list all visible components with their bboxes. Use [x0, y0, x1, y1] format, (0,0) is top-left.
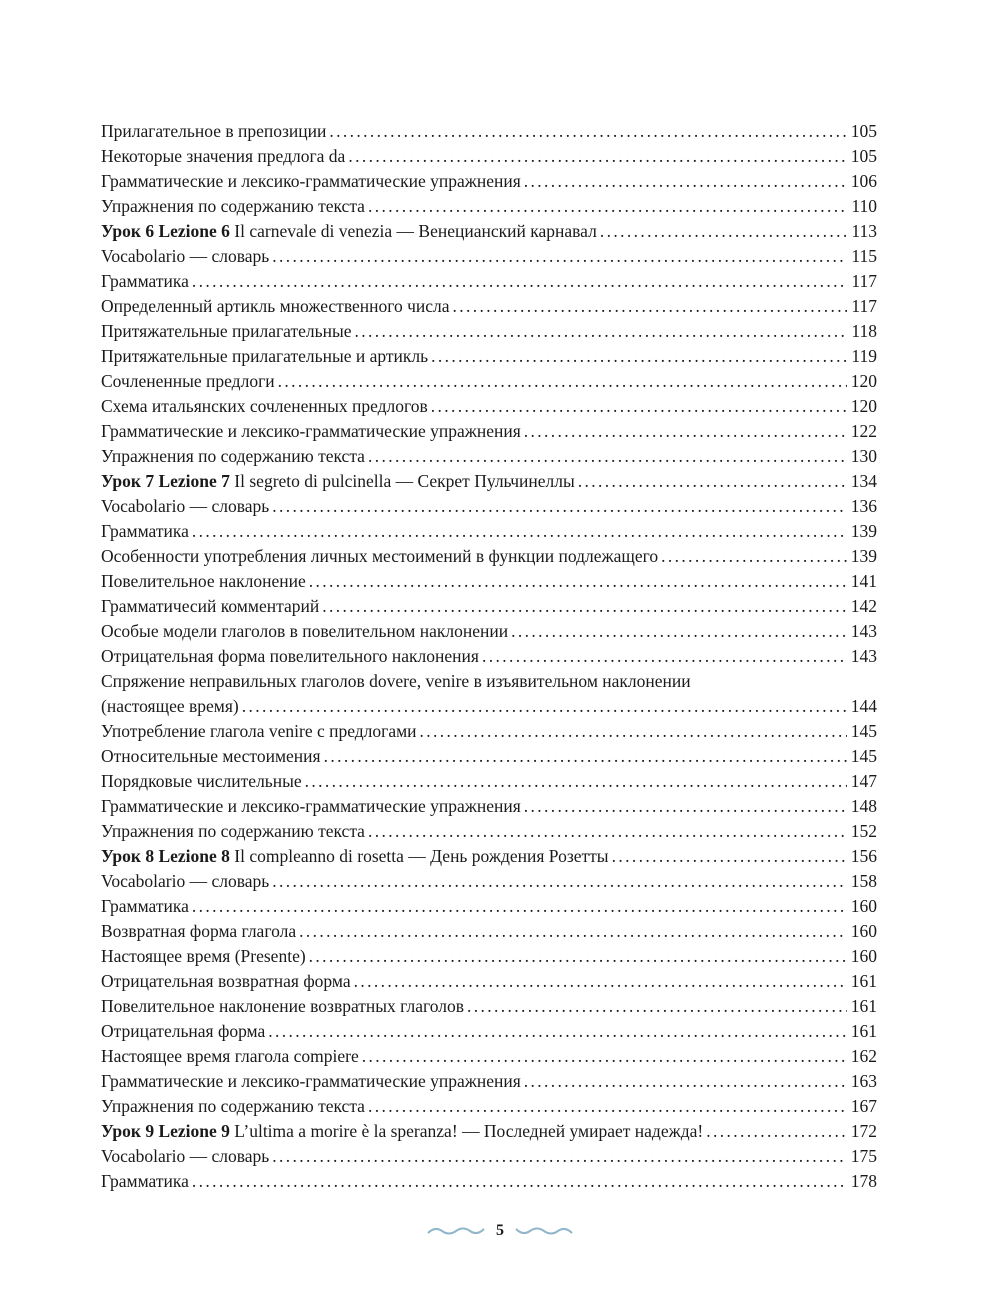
toc-entry-text: Особые модели глаголов в повелительном наклонении [101, 621, 509, 641]
toc-entry-title [101, 144, 345, 169]
toc-entry [101, 619, 877, 644]
toc-entry-page: 162 [850, 1046, 877, 1066]
toc-entry [101, 1169, 877, 1194]
toc-entry [101, 919, 877, 944]
toc-entry-page: 105 [850, 121, 877, 141]
toc-entry [101, 119, 877, 144]
toc-entry-page: 115 [851, 246, 877, 266]
dot-leader [431, 344, 847, 369]
toc-entry-page: 143 [850, 621, 877, 641]
toc-entry-text: Определенный артикль множественного числа [101, 296, 450, 316]
toc-entry [101, 844, 877, 869]
toc-entry [101, 794, 877, 819]
toc-entry [101, 994, 877, 1019]
toc-entry-title [101, 244, 269, 269]
dot-leader [524, 419, 847, 444]
toc-entry-text: Il compleanno di rosetta — День рождения Розетты [229, 846, 609, 866]
wave-ornament-right-icon [514, 1224, 574, 1238]
dot-leader [305, 769, 847, 794]
toc-entry-page: 156 [850, 846, 877, 866]
toc-entry-page: 117 [851, 271, 877, 291]
toc-entry-text: L’ultima a morire è la speranza! — Последней умирает надежда! [229, 1121, 704, 1141]
page-number: 5 [496, 1222, 504, 1239]
toc-entry [101, 219, 877, 244]
toc-entry-text: Употребление глагола venire с предлогами [101, 721, 417, 741]
toc-entry-text: Грамматические и лексико-грамматические упражнения [101, 421, 521, 441]
dot-leader [309, 944, 847, 969]
toc-entry [101, 869, 877, 894]
toc-entry-text: (настоящее время) [101, 696, 239, 716]
toc-entry-text: Настоящее время (Presente) [101, 946, 306, 966]
dot-leader [368, 194, 847, 219]
toc-entry-title [101, 469, 575, 494]
toc-entry-title [101, 519, 189, 544]
dot-leader [431, 394, 847, 419]
toc-entry-text: Сочлененные предлоги [101, 371, 275, 391]
toc-entry [101, 719, 877, 744]
toc-entry-page: 130 [850, 446, 877, 466]
toc-entry-page: 147 [850, 771, 877, 791]
dot-leader [192, 1169, 847, 1194]
toc-entry-page: 152 [850, 821, 877, 841]
toc-entry-page: 161 [850, 1021, 877, 1041]
toc-entry-text: Упражнения по содержанию текста [101, 821, 365, 841]
toc-entry [101, 494, 877, 519]
toc-entry-text: Прилагательное в препозиции [101, 121, 327, 141]
dot-leader [192, 269, 847, 294]
toc-entry-text: Особенности употребления личных местоимений в функции подлежащего [101, 546, 659, 566]
toc-entry-text: Vocabolario — словарь [101, 1146, 270, 1166]
toc-entry-title [101, 694, 239, 719]
dot-leader [524, 169, 847, 194]
toc-entry-page: 119 [851, 346, 877, 366]
toc-entry-text: Отрицательная форма [101, 1021, 266, 1041]
toc-entry-text: Упражнения по содержанию текста [101, 1096, 365, 1116]
toc-entry-text: Отрицательная форма повелительного наклонения [101, 646, 479, 666]
toc-entry-page: 148 [850, 796, 877, 816]
toc-entry-text: Грамматические и лексико-грамматические упражнения [101, 1071, 521, 1091]
toc-entry [101, 169, 877, 194]
lesson-number: Урок 9 Lezione 9 [101, 1121, 230, 1141]
toc-entry-page: 120 [850, 371, 877, 391]
toc-entry-title [101, 1144, 269, 1169]
toc-entry [101, 269, 877, 294]
toc-entry-title [101, 1119, 703, 1144]
toc-entry-title [101, 269, 189, 294]
dot-leader [661, 544, 847, 569]
toc-entry-page: 158 [850, 871, 877, 891]
toc-entry [101, 444, 877, 469]
toc-entry-page: 163 [850, 1071, 877, 1091]
dot-leader [348, 144, 846, 169]
toc-entry-page: 161 [850, 971, 877, 991]
dot-leader [706, 1119, 847, 1144]
toc-entry-title [101, 944, 306, 969]
dot-leader [192, 894, 847, 919]
toc-entry [101, 1069, 877, 1094]
toc-entry-text: Притяжательные прилагательные и артикль [101, 346, 429, 366]
toc-entry [101, 669, 877, 694]
toc-entry-text: Отрицательная возвратная форма [101, 971, 351, 991]
toc-entry-page: 120 [850, 396, 877, 416]
dot-leader [453, 294, 848, 319]
dot-leader [242, 694, 847, 719]
toc-entry [101, 1094, 877, 1119]
toc-entry-title [101, 994, 464, 1019]
toc-entry-title [101, 1019, 265, 1044]
dot-leader [272, 244, 847, 269]
toc-entry-text: Il carnevale di venezia — Венецианский карнавал [229, 221, 597, 241]
toc-entry-title [101, 419, 521, 444]
toc-entry-title [101, 719, 417, 744]
dot-leader [272, 1144, 846, 1169]
toc-entry [101, 244, 877, 269]
dot-leader [272, 869, 846, 894]
dot-leader [524, 1069, 847, 1094]
toc-entry-page: 122 [850, 421, 877, 441]
toc-entry [101, 544, 877, 569]
toc-entry-text: Vocabolario — словарь [101, 871, 270, 891]
toc-entry-title [101, 919, 296, 944]
toc-entry-page: 143 [850, 646, 877, 666]
toc-entry [101, 569, 877, 594]
toc-entry-title [101, 394, 428, 419]
dot-leader [600, 219, 848, 244]
toc-entry-text: Порядковые числительные [101, 771, 302, 791]
toc-entry [101, 944, 877, 969]
toc-entry [101, 1044, 877, 1069]
toc-entry-text: Возвратная форма глагола [101, 921, 297, 941]
dot-leader [268, 1019, 846, 1044]
toc-entry-page: 160 [850, 946, 877, 966]
dot-leader [322, 594, 847, 619]
toc-entry-title [101, 794, 521, 819]
toc-entry [101, 369, 877, 394]
toc-entry-title [101, 894, 189, 919]
toc-entry-text: Относительные местоимения [101, 746, 321, 766]
toc-entry [101, 894, 877, 919]
toc-entry-title [101, 1169, 189, 1194]
toc-entry-title [101, 1069, 521, 1094]
toc-entry-page: 134 [850, 471, 877, 491]
toc-entry-title [101, 494, 269, 519]
toc-entry-title [101, 619, 508, 644]
toc-entry-text: Грамматика [101, 896, 189, 916]
dot-leader [467, 994, 847, 1019]
toc-entry-title [101, 344, 428, 369]
toc-entry [101, 294, 877, 319]
toc-entry-title [101, 219, 597, 244]
dot-leader [329, 119, 846, 144]
toc-entry-page: 113 [851, 221, 877, 241]
toc-entry [101, 769, 877, 794]
toc-entry-title [101, 369, 275, 394]
toc-entry-text: Повелительное наклонение возвратных глаголов [101, 996, 464, 1016]
toc-entry [101, 194, 877, 219]
toc-entry-title [101, 294, 450, 319]
toc-entry-title [101, 744, 321, 769]
toc-entry-title [101, 1094, 365, 1119]
wave-ornament-left-icon [426, 1224, 486, 1238]
toc-entry-text: Грамматичесий комментарий [101, 596, 320, 616]
dot-leader [278, 369, 847, 394]
toc-entry-page: 139 [850, 546, 877, 566]
toc-entry-title [101, 644, 479, 669]
toc-entry [101, 519, 877, 544]
toc-entry-page: 145 [850, 721, 877, 741]
toc-entry-title [101, 594, 319, 619]
toc-entry-title [101, 194, 365, 219]
toc-entry-title [101, 769, 302, 794]
toc-entry-page: 105 [850, 146, 877, 166]
lesson-number: Урок 8 Lezione 8 [101, 846, 230, 866]
toc-entry-text: Грамматические и лексико-грамматические упражнения [101, 796, 521, 816]
toc-entry-text: Грамматика [101, 271, 189, 291]
toc-entry-text: Грамматика [101, 1171, 189, 1191]
toc-entry-text: Грамматические и лексико-грамматические упражнения [101, 171, 521, 191]
toc-entry [101, 694, 877, 719]
toc-entry-page: 178 [850, 1171, 877, 1191]
toc-entry-page: 106 [850, 171, 877, 191]
toc-entry-text: Схема итальянских сочлененных предлогов [101, 396, 428, 416]
toc-entry-page: 160 [850, 921, 877, 941]
toc-entry-page: 160 [850, 896, 877, 916]
toc-entry-page: 141 [850, 571, 877, 591]
toc-entry-title [101, 819, 365, 844]
toc-entry-page: 172 [850, 1121, 877, 1141]
toc-entry [101, 1019, 877, 1044]
toc-entry-text: Повелительное наклонение [101, 571, 306, 591]
toc-entry [101, 644, 877, 669]
toc-entry-title [101, 869, 269, 894]
toc-entry-text: Притяжательные прилагательные [101, 321, 352, 341]
dot-leader [192, 519, 847, 544]
toc-entry-text: Спряжение неправильных глаголов dovere, venire в изъявительном наклонении [101, 671, 691, 691]
toc-entry-title [101, 544, 658, 569]
toc-entry-title [101, 671, 691, 691]
toc-entry-text: Некоторые значения предлога da [101, 146, 346, 166]
dot-leader [299, 919, 847, 944]
dot-leader [482, 644, 847, 669]
dot-leader [309, 569, 847, 594]
toc-entry-title [101, 319, 352, 344]
toc-entry-page: 144 [850, 696, 877, 716]
toc-entry-text: Vocabolario — словарь [101, 496, 270, 516]
toc-entry-text: Грамматика [101, 521, 189, 541]
page-footer [0, 1216, 1000, 1246]
lesson-number: Урок 7 Lezione 7 [101, 471, 230, 491]
toc-entry-page: 110 [851, 196, 877, 216]
toc-entry-text: Упражнения по содержанию текста [101, 446, 365, 466]
toc-entry-page: 175 [850, 1146, 877, 1166]
toc-entry-text: Il segreto di pulcinella — Секрет Пульчинеллы [229, 471, 575, 491]
dot-leader [355, 319, 848, 344]
toc-entry-title [101, 444, 365, 469]
toc-entry [101, 969, 877, 994]
toc-entry [101, 319, 877, 344]
toc-entry [101, 469, 877, 494]
toc-entry [101, 394, 877, 419]
dot-leader [368, 1094, 847, 1119]
toc-entry-text: Vocabolario — словарь [101, 246, 270, 266]
toc-entry-title [101, 969, 351, 994]
toc-entry-title [101, 569, 306, 594]
toc-entry [101, 594, 877, 619]
dot-leader [612, 844, 847, 869]
table-of-contents [101, 119, 877, 1194]
toc-entry-page: 142 [850, 596, 877, 616]
toc-entry-page: 117 [851, 296, 877, 316]
dot-leader [511, 619, 847, 644]
dot-leader [362, 1044, 847, 1069]
toc-entry [101, 344, 877, 369]
toc-entry-title [101, 1044, 359, 1069]
dot-leader [368, 444, 847, 469]
toc-entry-title [101, 169, 521, 194]
toc-entry [101, 819, 877, 844]
toc-entry [101, 419, 877, 444]
toc-entry-title [101, 844, 609, 869]
dot-leader [272, 494, 846, 519]
toc-entry-text: Настоящее время глагола compiere [101, 1046, 359, 1066]
toc-entry-text: Упражнения по содержанию текста [101, 196, 365, 216]
dot-leader [524, 794, 847, 819]
toc-entry [101, 1144, 877, 1169]
toc-entry-title [101, 119, 326, 144]
dot-leader [420, 719, 847, 744]
toc-entry-page: 161 [850, 996, 877, 1016]
toc-entry-page: 167 [850, 1096, 877, 1116]
toc-entry-page: 118 [851, 321, 877, 341]
dot-leader [368, 819, 847, 844]
dot-leader [354, 969, 847, 994]
toc-entry-page: 145 [850, 746, 877, 766]
toc-entry [101, 744, 877, 769]
lesson-number: Урок 6 Lezione 6 [101, 221, 230, 241]
toc-entry-page: 139 [850, 521, 877, 541]
toc-entry-page: 136 [850, 496, 877, 516]
toc-entry [101, 144, 877, 169]
dot-leader [324, 744, 847, 769]
dot-leader [578, 469, 847, 494]
toc-entry [101, 1119, 877, 1144]
